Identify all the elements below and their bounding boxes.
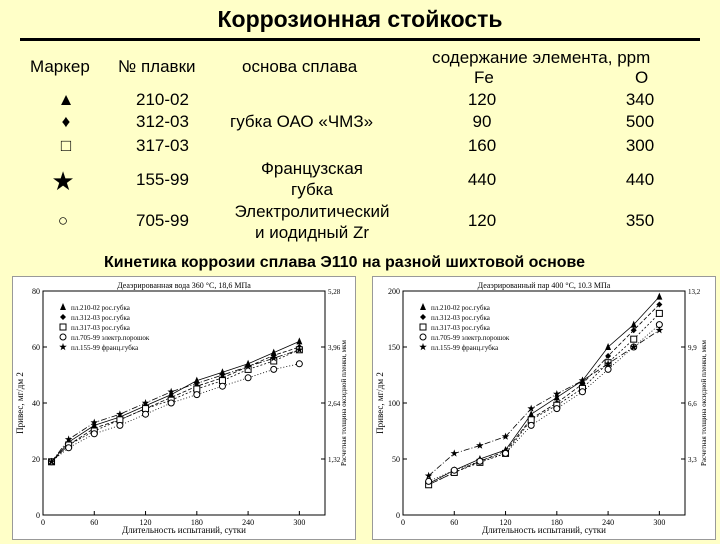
data-point bbox=[245, 375, 251, 381]
x-tick-label: 60 bbox=[90, 518, 99, 527]
y2-tick-label: 3,3 bbox=[688, 456, 697, 464]
fe-value: 120 bbox=[467, 211, 497, 230]
series-line bbox=[429, 330, 660, 476]
marker-circle-icon: ○ bbox=[57, 211, 69, 230]
y2-tick-label: 2,64 bbox=[328, 400, 341, 408]
data-point bbox=[605, 366, 611, 372]
data-point bbox=[66, 445, 72, 451]
y-tick-label: 0 bbox=[396, 511, 400, 520]
data-point bbox=[143, 411, 149, 417]
y-tick-label: 60 bbox=[32, 343, 40, 352]
o-value: 440 bbox=[625, 170, 655, 189]
legend-entry: пл.312-03 рос.губка bbox=[431, 314, 490, 322]
data-point bbox=[579, 389, 585, 395]
marker-star-icon: ★ bbox=[51, 166, 75, 196]
legend-marker bbox=[60, 314, 66, 320]
legend-entry: пл.705-99 электр.порошок bbox=[431, 334, 510, 342]
y-tick-label: 40 bbox=[32, 399, 40, 408]
y-axis-label: Привес, мг/дм 2 bbox=[375, 372, 385, 434]
y-tick-label: 80 bbox=[32, 287, 40, 296]
data-point bbox=[631, 336, 637, 342]
data-point bbox=[296, 337, 302, 344]
melt-210-02: 210-02 bbox=[136, 90, 189, 109]
chart-panel-water bbox=[12, 276, 356, 540]
series-line bbox=[52, 347, 300, 462]
page-title: Коррозионная стойкость bbox=[217, 6, 503, 32]
fe-value: 120 bbox=[467, 90, 497, 109]
y-tick-label: 100 bbox=[388, 399, 400, 408]
data-point bbox=[117, 422, 123, 428]
x-tick-label: 0 bbox=[41, 518, 45, 527]
data-point bbox=[219, 383, 225, 389]
data-point bbox=[91, 431, 97, 437]
series-line bbox=[52, 350, 300, 462]
o-value: 500 bbox=[625, 112, 655, 131]
marker-triangle-icon: ▲ bbox=[57, 90, 75, 109]
y2-tick-label: 5,28 bbox=[328, 288, 341, 296]
data-point bbox=[656, 310, 662, 316]
x-tick-label: 180 bbox=[190, 518, 203, 527]
x-tick-label: 300 bbox=[653, 518, 666, 527]
data-point bbox=[605, 343, 611, 350]
title-underline bbox=[20, 38, 700, 41]
data-point bbox=[426, 478, 432, 484]
legend-marker bbox=[420, 303, 426, 310]
legend-entry: пл.210-02 рос.губка bbox=[431, 304, 490, 312]
y-tick-label: 20 bbox=[32, 455, 40, 464]
data-point bbox=[656, 293, 662, 300]
legend-marker bbox=[419, 343, 427, 350]
legend-entry: пл.705-99 электр.порошок bbox=[71, 334, 150, 342]
fe-value: 160 bbox=[467, 136, 497, 155]
charts-subtitle: Кинетика коррозии сплава Э110 на разной шихтовой основе bbox=[104, 254, 586, 271]
legend-entry: пл.312-03 рос.губка bbox=[71, 314, 130, 322]
y2-tick-label: 1,32 bbox=[328, 456, 341, 464]
fe-value: 440 bbox=[467, 170, 497, 189]
x-axis-label: Длительность испытаний, сутки bbox=[122, 525, 246, 535]
x-tick-label: 0 bbox=[401, 518, 405, 527]
header-o: O bbox=[635, 68, 649, 87]
x-tick-label: 120 bbox=[139, 518, 152, 527]
header-fe: Fe bbox=[474, 68, 494, 87]
data-point bbox=[451, 467, 457, 473]
melt-312-03: 312-03 bbox=[136, 112, 189, 131]
chart-title: Деаэрированный пар 400 °С, 10.3 МПа bbox=[477, 281, 611, 290]
y2-tick-label: 3,96 bbox=[328, 344, 341, 352]
y-tick-label: 200 bbox=[388, 287, 400, 296]
legend-marker bbox=[420, 324, 426, 330]
series-line bbox=[52, 364, 300, 462]
header-melt: № плавки bbox=[118, 57, 196, 76]
o-value: 340 bbox=[625, 90, 655, 109]
series-line bbox=[52, 350, 300, 462]
data-point bbox=[271, 366, 277, 372]
base-french-line2: губка bbox=[291, 180, 333, 199]
y2-tick-label: 9,9 bbox=[688, 344, 697, 352]
x-tick-label: 240 bbox=[602, 518, 615, 527]
x-tick-label: 300 bbox=[293, 518, 306, 527]
legend-marker bbox=[420, 334, 426, 340]
fe-value: 90 bbox=[472, 112, 492, 131]
data-point bbox=[296, 361, 302, 367]
legend-entry: пл.317-03 рос.губка bbox=[71, 324, 130, 332]
legend-entry: пл.155-99 франц.губка bbox=[431, 344, 499, 352]
legend-marker bbox=[60, 334, 66, 340]
y2-tick-label: 6,6 bbox=[688, 400, 697, 408]
header-base: основа сплава bbox=[242, 57, 358, 76]
data-point bbox=[503, 450, 509, 456]
y2-axis-label: Расчетная толщина оксидной пленки, мкм bbox=[700, 340, 708, 466]
chart-steam-400 bbox=[373, 277, 715, 539]
marker-square-icon: □ bbox=[60, 136, 72, 155]
legend-marker bbox=[60, 303, 66, 310]
chart-title: Деаэрированная вода 360 °С, 18,6 МПа bbox=[117, 281, 251, 290]
data-point bbox=[168, 400, 174, 406]
data-point bbox=[476, 442, 484, 449]
x-tick-label: 120 bbox=[499, 518, 512, 527]
y-tick-label: 150 bbox=[388, 343, 400, 352]
legend-entry: пл.155-99 франц.губка bbox=[71, 344, 139, 352]
base-electrolytic-line2: и иодидный Zr bbox=[254, 223, 369, 242]
x-axis-label: Длительность испытаний, сутки bbox=[482, 525, 606, 535]
y2-axis-label: Расчетная толщина оксидной пленки, мкм bbox=[340, 340, 348, 466]
y-axis-label: Привес, мг/дм 2 bbox=[15, 372, 25, 434]
data-point bbox=[554, 406, 560, 412]
data-point bbox=[631, 321, 637, 328]
chart-panel-steam bbox=[372, 276, 716, 540]
base-chmz-sponge: губка ОАО «ЧМЗ» bbox=[230, 112, 374, 131]
melt-317-03: 317-03 bbox=[136, 136, 189, 155]
legend-marker bbox=[59, 343, 67, 350]
marker-diamond-icon: ♦ bbox=[61, 112, 71, 131]
base-electrolytic-line1: Электролитический bbox=[234, 202, 390, 221]
o-value: 350 bbox=[625, 211, 655, 230]
data-point bbox=[477, 458, 483, 464]
x-tick-label: 60 bbox=[450, 518, 459, 527]
base-french-line1: Французская bbox=[260, 159, 364, 178]
y-tick-label: 0 bbox=[36, 511, 40, 520]
legend-entry: пл.317-03 рос.губка bbox=[431, 324, 490, 332]
header-marker: Маркер bbox=[30, 57, 90, 76]
melt-155-99: 155-99 bbox=[136, 170, 189, 189]
x-tick-label: 240 bbox=[242, 518, 255, 527]
y2-tick-label: 13,2 bbox=[688, 288, 701, 296]
x-tick-label: 180 bbox=[550, 518, 563, 527]
legend-marker bbox=[420, 314, 426, 320]
melt-705-99: 705-99 bbox=[136, 211, 189, 230]
data-point bbox=[194, 392, 200, 398]
data-point bbox=[528, 422, 534, 428]
o-value: 300 bbox=[625, 136, 655, 155]
legend-entry: пл.210-02 рос.губка bbox=[71, 304, 130, 312]
chart-water-360 bbox=[13, 277, 355, 539]
header-content: содержание элемента, ppm bbox=[432, 48, 651, 67]
y-tick-label: 50 bbox=[392, 455, 400, 464]
legend-marker bbox=[60, 324, 66, 330]
